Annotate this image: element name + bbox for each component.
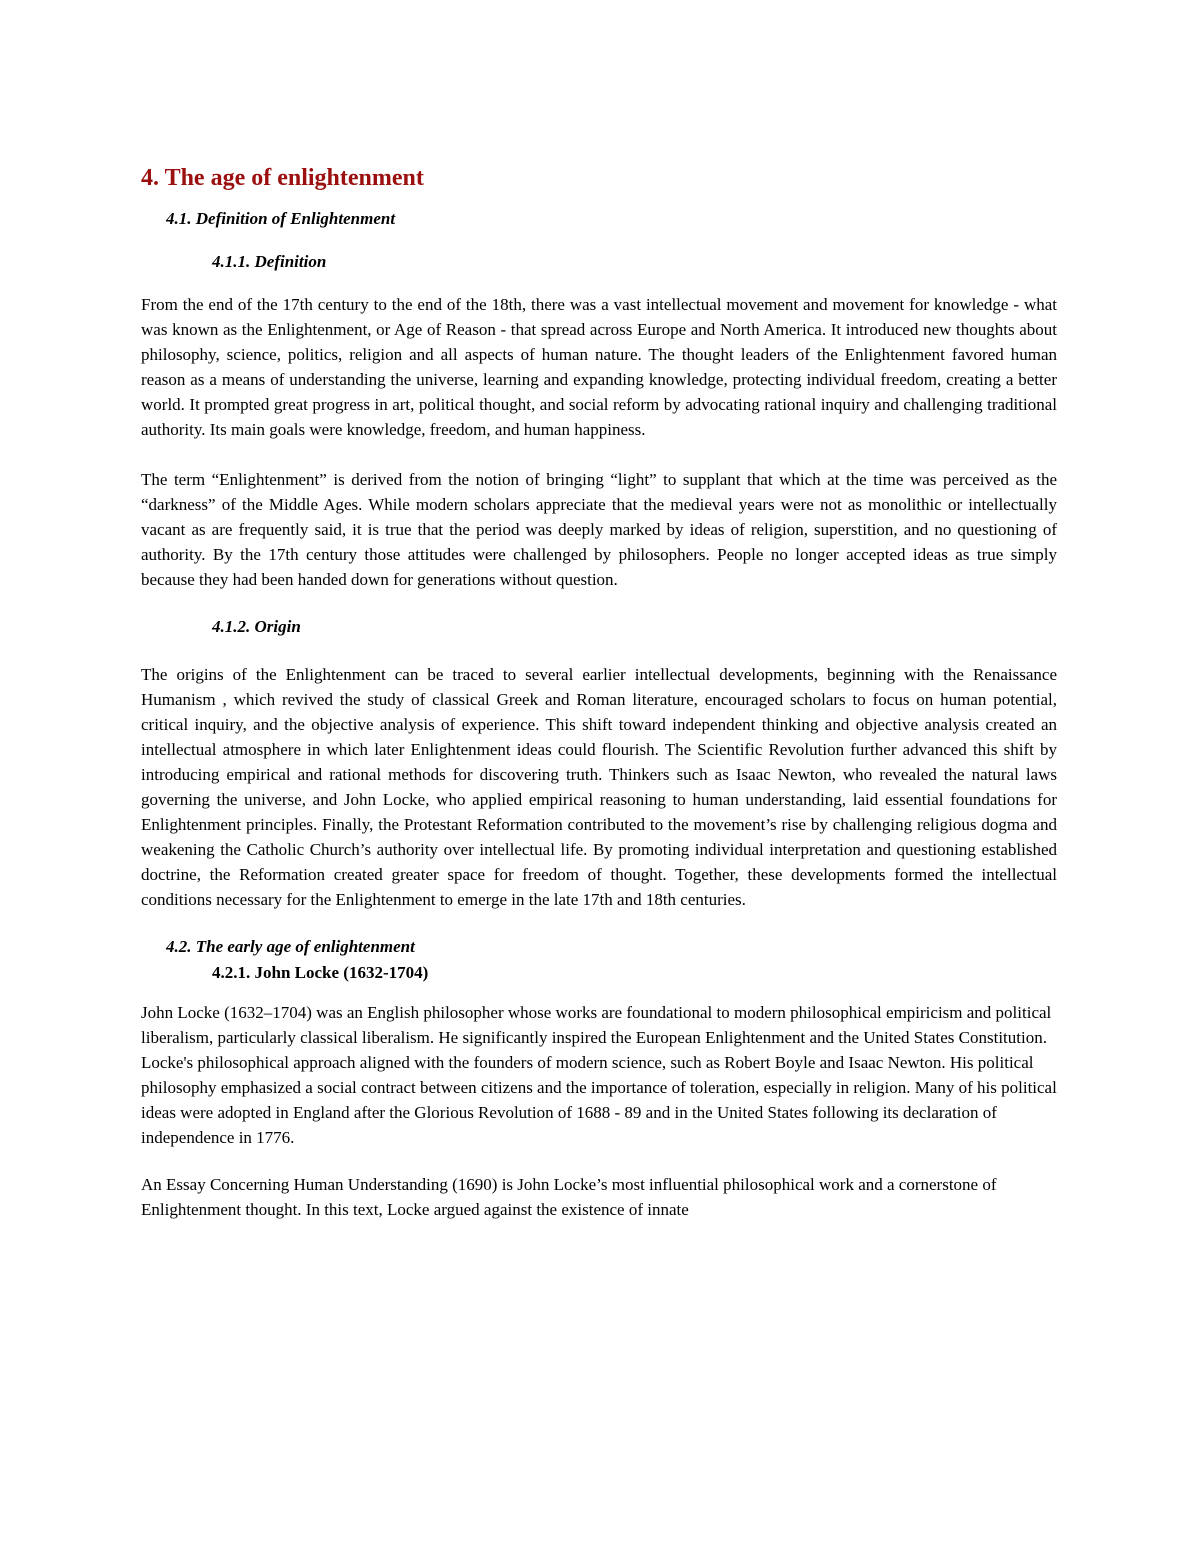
subsection-title-early-age: 4.2. The early age of enlightenment [166,937,415,956]
subsubsection-title-john-locke: 4.2.1. John Locke (1632-1704) [212,963,429,982]
paragraph-definition-1: From the end of the 17th century to the end of the 18th, there was a vast intellectual movement and movement for knowledge - what was known as the Enlightenment, or Age of Reason - that spread across Europe and North America. It introduced new thoughts about philosophy, science, politics, religion and all aspects of human nature. The thought leaders of the Enlightenment favored human reason as a means of understanding the universe, learning and expanding knowledge, protecting individual freedom, creating a better world. It prompted great progress in art, political thought, and social reform by advocating rational inquiry and challenging traditional authority. Its main goals were knowledge, freedom, and human happiness. [141,295,1057,439]
document-page [141,160,1057,1222]
subsubsection-title-definition: 4.1.1. Definition [212,252,327,271]
section-title: 4. The age of enlightenment [141,165,424,191]
subsubsection-title-origin: 4.1.2. Origin [212,617,301,636]
subsection-title-definition-of-enlightenment: 4.1. Definition of Enlightenment [166,209,396,228]
paragraph-definition-2: The term “Enlightenment” is derived from the notion of bringing “light” to supplant that which at the time was perceived as the “darkness” of the Middle Ages. While modern scholars appreciate that the medieval years were not as monolithic or intellectually vacant as are frequently said, it is true that the period was deeply marked by ideas of religion, superstition, and no questioning of authority. By the 17th century those attitudes were challenged by philosophers. People no longer accepted ideas as true simply because they had been handed down for generations without question. [141,470,1057,589]
paragraph-locke-1: John Locke (1632–1704) was an English philosopher whose works are foundational to modern philosophical empiricism and political liberalism, particularly classical liberalism. He significantly inspired the European Enlightenment and the United States Constitution. Locke's philosophical approach aligned with the founders of modern science, such as Robert Boyle and Isaac Newton. His political philosophy emphasized a social contract between citizens and the importance of toleration, especially in religion. Many of his political ideas were adopted in England after the Glorious Revolution of 1688 - 89 and in the United States following its declaration of independence in 1776. [141,1003,1057,1147]
paragraph-origin-1: The origins of the Enlightenment can be traced to several earlier intellectual developments, beginning with the Renaissance Humanism , which revived the study of classical Greek and Roman literature, encouraged scholars to focus on human potential, critical inquiry, and the objective analysis of experience. This shift toward independent thinking and objective analysis created an intellectual atmosphere in which later Enlightenment ideas could flourish. The Scientific Revolution further advanced this shift by introducing empirical and rational methods for discovering truth. Thinkers such as Isaac Newton, who revealed the natural laws governing the universe, and John Locke, who applied empirical reasoning to human understanding, laid essential foundations for Enlightenment principles. Finally, the Protestant Reformation contributed to the movement’s rise by challenging religious dogma and weakening the Catholic Church’s authority over intellectual life. By promoting individual interpretation and questioning established doctrine, the Reformation created greater space for freedom of thought. Together, these developments formed the intellectual conditions necessary for the Enlightenment to emerge in the late 17th and 18th centuries. [141,665,1057,909]
paragraph-locke-2: An Essay Concerning Human Understanding (1690) is John Locke’s most influential philosophical work and a cornerstone of Enlightenment thought. In this text, Locke argued against the existence of innate [141,1175,997,1219]
